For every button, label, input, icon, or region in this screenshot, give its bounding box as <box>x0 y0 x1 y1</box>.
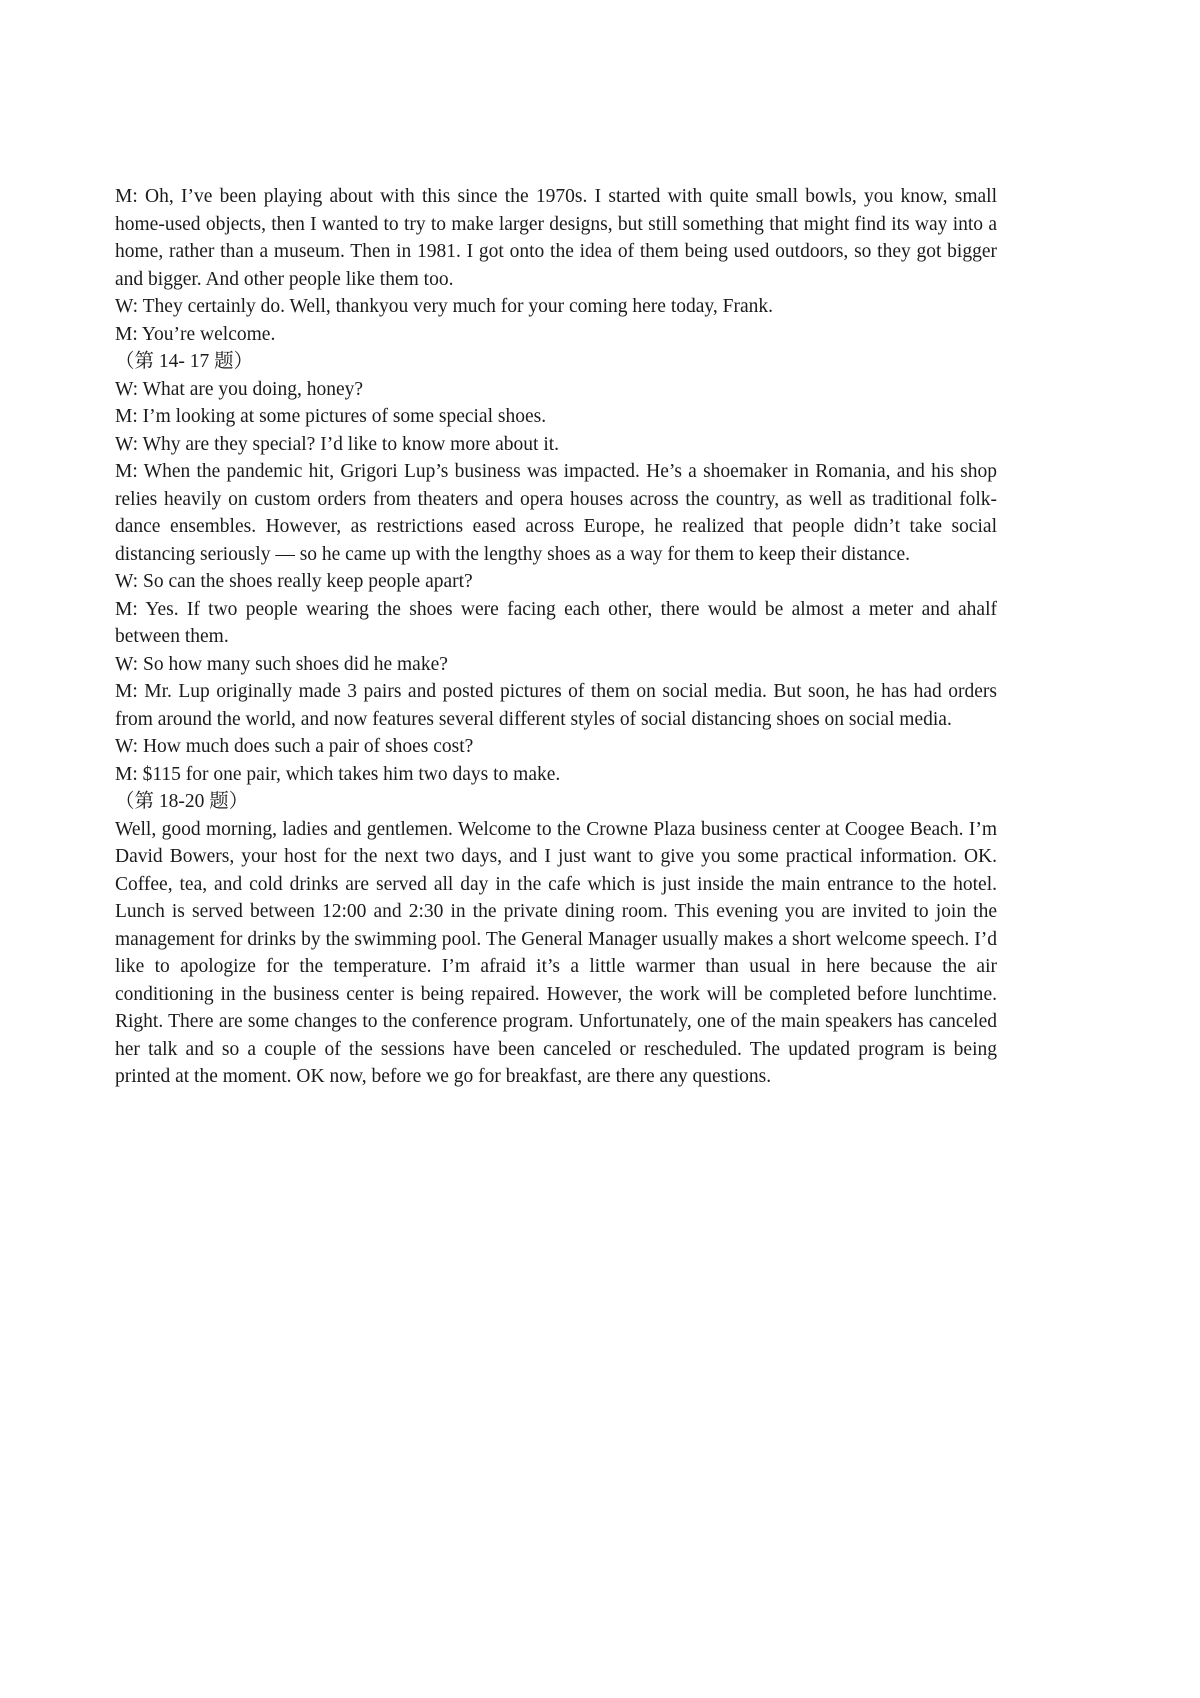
dialogue-line-m: M: $115 for one pair, which takes him two days to make. <box>115 763 561 785</box>
dialogue-line-w: W: So can the shoes really keep people apart? <box>115 571 473 592</box>
dialogue-line-m: M: You’re welcome. <box>115 323 276 345</box>
monologue-paragraph: Well, good morning, ladies and gentlemen. Welcome to the Crowne Plaza business center at Coogee Beach. I’m David Bowers, your host for the next two days, and I just want to give you some practical information. OK. Coffee, tea, and cold drinks are served all day in the cafe which is just inside the main entrance to the hotel. Lunch is served between 12:00 and 2:30 in the private dining room. This evening you are invited to join the management for drinks by the swimming pool. The General Manager usually makes a short welcome speech. I’d like to apologize for the temperature. I’m afraid it’s a little warmer than usual in here because the air conditioning in the business center is being repaired. However, the work will be completed before lunchtime. Right. There are some changes to the conference program. Unfortunately, one of the main speakers has canceled her talk and so a couple of the sessions have been canceled or rescheduled. The updated program is being printed at the moment. OK now, before we go for breakfast, are there any questions. <box>115 818 997 1087</box>
transcript-content <box>115 183 997 1091</box>
dialogue-line-m: M: Yes. If two people wearing the shoes were facing each other, there would be almost a meter and ahalf between them. <box>115 598 997 647</box>
dialogue-line-w: W: Why are they special? I’d like to know more about it. <box>115 433 560 455</box>
dialogue-line-m: M: I’m looking at some pictures of some special shoes. <box>115 406 547 427</box>
dialogue-line-w: W: So how many such shoes did he make? <box>115 653 448 675</box>
section-heading-questions-14-17: （第 14- 17 题） <box>115 351 254 372</box>
dialogue-line-w: W: What are you doing, honey? <box>115 378 364 400</box>
dialogue-line-w: W: They certainly do. Well, thankyou very much for your coming here today, Frank. <box>115 296 774 317</box>
dialogue-line-w: W: How much does such a pair of shoes cost? <box>115 736 474 757</box>
dialogue-line-m: M: Mr. Lup originally made 3 pairs and posted pictures of them on social media. But soon, he has had orders from around the world, and now features several different styles of social distancing shoes on social media. <box>115 681 997 730</box>
section-heading-questions-18-20: （第 18-20 题） <box>115 791 249 812</box>
dialogue-line-m: M: Oh, I’ve been playing about with this since the 1970s. I started with quite small bowls, you know, small home-used objects, then I wanted to try to make larger designs, but still something that might find its way into a home, rather than a museum. Then in 1981. I got onto the idea of them being used outdoors, so they got bigger and bigger. And other people like them too. <box>115 186 997 290</box>
dialogue-line-m: M: When the pandemic hit, Grigori Lup’s business was impacted. He’s a shoemaker in Romania, and his shop relies heavily on custom orders from theaters and opera houses across the country, as well as traditional folk-dance ensembles. However, as restrictions eased across Europe, he realized that people didn’t take social distancing seriously — so he came up with the lengthy shoes as a way for them to keep their distance. <box>115 461 997 565</box>
